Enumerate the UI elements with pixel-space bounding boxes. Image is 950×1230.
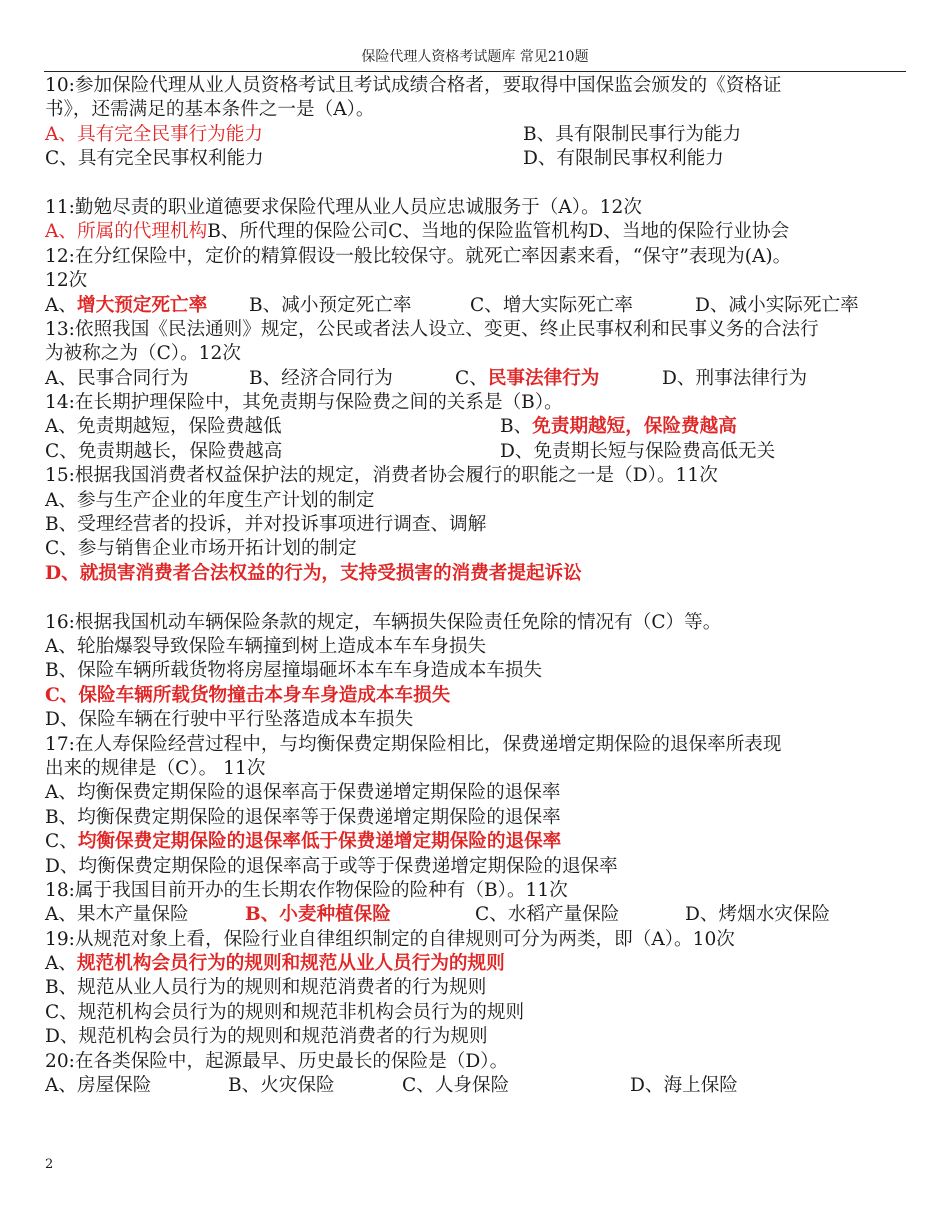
q11-options bbox=[45, 220, 910, 244]
spacer bbox=[45, 172, 910, 196]
q18-option-b: B、小麦种植保险 bbox=[245, 904, 391, 926]
q10-option-a: A、具有完全民事行为能力 bbox=[45, 123, 263, 145]
q17-option-b: B、均衡保费定期保险的退保率等于保费递增定期保险的退保率 bbox=[45, 806, 561, 828]
q15-stem: 15:根据我国消费者权益保护法的规定，消费者协会履行的职能之一是（D）。11次 bbox=[45, 465, 718, 487]
q19-option-c: C、规范机构会员行为的规则和规范非机构会员行为的规则 bbox=[45, 1001, 525, 1023]
q18-option-a: A、果木产量保险 bbox=[45, 904, 189, 926]
q10-option-d: D、有限制民事权利能力 bbox=[523, 148, 724, 170]
q18-options bbox=[45, 903, 910, 927]
q20-stem: 20:在各类保险中，起源最早、历史最长的保险是（D）。 bbox=[45, 1050, 509, 1072]
q19-option-a-prefix: A、 bbox=[45, 953, 78, 975]
page-number: 2 bbox=[45, 1157, 54, 1172]
q15-option-a: A、参与生产企业的年度生产计划的制定 bbox=[45, 489, 375, 511]
q14-option-d: D、免责期长短与保险费高低无关 bbox=[500, 440, 776, 462]
q12-options bbox=[45, 294, 910, 318]
q12-stem: 12:在分红保险中，定价的精算假设一般比较保守。就死亡率因素来看，“保守”表现为(A)。 bbox=[45, 245, 792, 267]
q13-option-c-prefix: C、 bbox=[455, 367, 488, 389]
q11-stem: 11:勤勉尽责的职业道德要求保险代理从业人员应忠诚服务于（A）。12次 bbox=[45, 196, 642, 218]
q15-option-c: C、参与销售企业市场开拓计划的制定 bbox=[45, 538, 357, 560]
q13-option-b: B、经济合同行为 bbox=[249, 367, 393, 389]
q18-option-c: C、水稻产量保险 bbox=[475, 904, 620, 926]
q19-option-a-text: 规范机构会员行为的规则和规范从业人员行为的规则 bbox=[77, 953, 505, 975]
q19-option-b: B、规范从业人员行为的规则和规范消费者的行为规则 bbox=[45, 977, 487, 999]
q10-options-ab bbox=[45, 123, 910, 147]
q16-option-a: A、轮胎爆裂导致保险车辆撞到树上造成本车车身损失 bbox=[45, 635, 487, 657]
q20-option-d: D、海上保险 bbox=[630, 1075, 738, 1097]
question-list bbox=[45, 74, 910, 1098]
q16-option-c: C、保险车辆所载货物撞击本身车身造成本车损失 bbox=[45, 684, 451, 706]
q19-option-a bbox=[45, 952, 910, 976]
q14-option-b-text: 免责期越短，保险费越高 bbox=[532, 416, 737, 438]
q14-stem: 14:在长期护理保险中，其免责期与保险费之间的关系是（B）。 bbox=[45, 392, 563, 414]
q13-options bbox=[45, 367, 910, 391]
q12-option-c: C、增大实际死亡率 bbox=[470, 294, 633, 316]
q14-option-a: A、免责期越短，保险费越低 bbox=[45, 416, 282, 438]
q13-option-c bbox=[455, 367, 599, 391]
q15-option-b: B、受理经营者的投诉，并对投诉事项进行调查、调解 bbox=[45, 514, 487, 536]
q17-stem: 17:在人寿保险经营过程中，与均衡保费定期保险相比，保费递增定期保险的退保率所表现 bbox=[45, 733, 782, 755]
q14-option-b-prefix: B、 bbox=[500, 416, 533, 438]
q10-stem: 10:参加保险代理从业人员资格考试且考试成绩合格者，要取得中国保监会颁发的《资格证 bbox=[45, 75, 782, 96]
q14-options-cd bbox=[45, 440, 910, 464]
q14-option-b bbox=[500, 415, 737, 439]
q16-stem: 16:根据我国机动车辆保险条款的规定，车辆损失保险责任免除的情况有（C）等。 bbox=[45, 611, 722, 633]
q17-option-d: D、均衡保费定期保险的退保率高于或等于保费递增定期保险的退保率 bbox=[45, 855, 618, 877]
q12-stem-cont: 12次 bbox=[45, 270, 88, 292]
q19-stem: 19:从规范对象上看，保险行业自律组织制定的自律规则可分为两类，即（A）。10次 bbox=[45, 928, 735, 950]
q13-stem: 13:依照我国《民法通则》规定，公民或者法人设立、变更、终止民事权利和民事义务的合法行 bbox=[45, 318, 819, 340]
q14-options-ab bbox=[45, 415, 910, 439]
q12-option-d: D、减小实际死亡率 bbox=[695, 294, 859, 316]
q10-stem-cont: 书》，还需满足的基本条件之一是（A）。 bbox=[45, 99, 375, 121]
q17-option-c bbox=[45, 830, 910, 854]
q11-option-a: A、所属的代理机构 bbox=[45, 221, 208, 243]
q10-option-b: B、具有限制民事行为能力 bbox=[523, 123, 742, 145]
q20-option-c: C、人身保险 bbox=[402, 1075, 510, 1097]
q13-option-d: D、刑事法律行为 bbox=[662, 367, 808, 389]
q20-options bbox=[45, 1074, 910, 1098]
q17-option-a: A、均衡保费定期保险的退保率高于保费递增定期保险的退保率 bbox=[45, 782, 561, 804]
q11-options-rest: B、所代理的保险公司C、当地的保险监管机构D、当地的保险行业协会 bbox=[207, 221, 790, 243]
page-header: 保险代理人资格考试题库 常见210题 bbox=[361, 49, 589, 65]
q17-option-c-text: 均衡保费定期保险的退保率低于保费递增定期保险的退保率 bbox=[77, 831, 562, 853]
q17-option-c-prefix: C、 bbox=[45, 831, 78, 853]
q13-option-c-text: 民事法律行为 bbox=[487, 367, 600, 389]
q14-option-c: C、免责期越长，保险费越高 bbox=[45, 440, 283, 462]
q18-stem: 18:属于我国目前开办的生长期农作物保险的险种有（B）。11次 bbox=[45, 879, 568, 901]
q13-option-a: A、民事合同行为 bbox=[45, 367, 189, 389]
q12-option-a bbox=[45, 294, 207, 318]
q12-option-a-prefix: A、 bbox=[45, 294, 78, 316]
spacer bbox=[45, 586, 910, 610]
q20-option-a: A、房屋保险 bbox=[45, 1075, 152, 1097]
q16-option-b: B、保险车辆所载货物将房屋撞塌砸坏本车车身造成本车损失 bbox=[45, 660, 543, 682]
q12-option-b: B、减小预定死亡率 bbox=[249, 294, 412, 316]
q12-option-a-text: 增大预定死亡率 bbox=[77, 294, 208, 316]
header-rule bbox=[44, 71, 906, 72]
q16-option-d: D、保险车辆在行驶中平行坠落造成本车损失 bbox=[45, 709, 414, 731]
q17-stem-cont: 出来的规律是（C）。 11次 bbox=[45, 757, 266, 779]
q15-option-d: D、就损害消费者合法权益的行为，支持受损害的消费者提起诉讼 bbox=[45, 562, 582, 584]
q13-stem-cont: 为被称之为（C）。12次 bbox=[45, 343, 241, 365]
q20-option-b: B、火灾保险 bbox=[228, 1075, 335, 1097]
q18-option-d: D、烤烟水灾保险 bbox=[685, 904, 831, 926]
q10-option-c: C、具有完全民事权利能力 bbox=[45, 148, 264, 170]
q19-option-d: D、规范机构会员行为的规则和规范消费者的行为规则 bbox=[45, 1026, 488, 1048]
q10-options-cd bbox=[45, 147, 910, 171]
